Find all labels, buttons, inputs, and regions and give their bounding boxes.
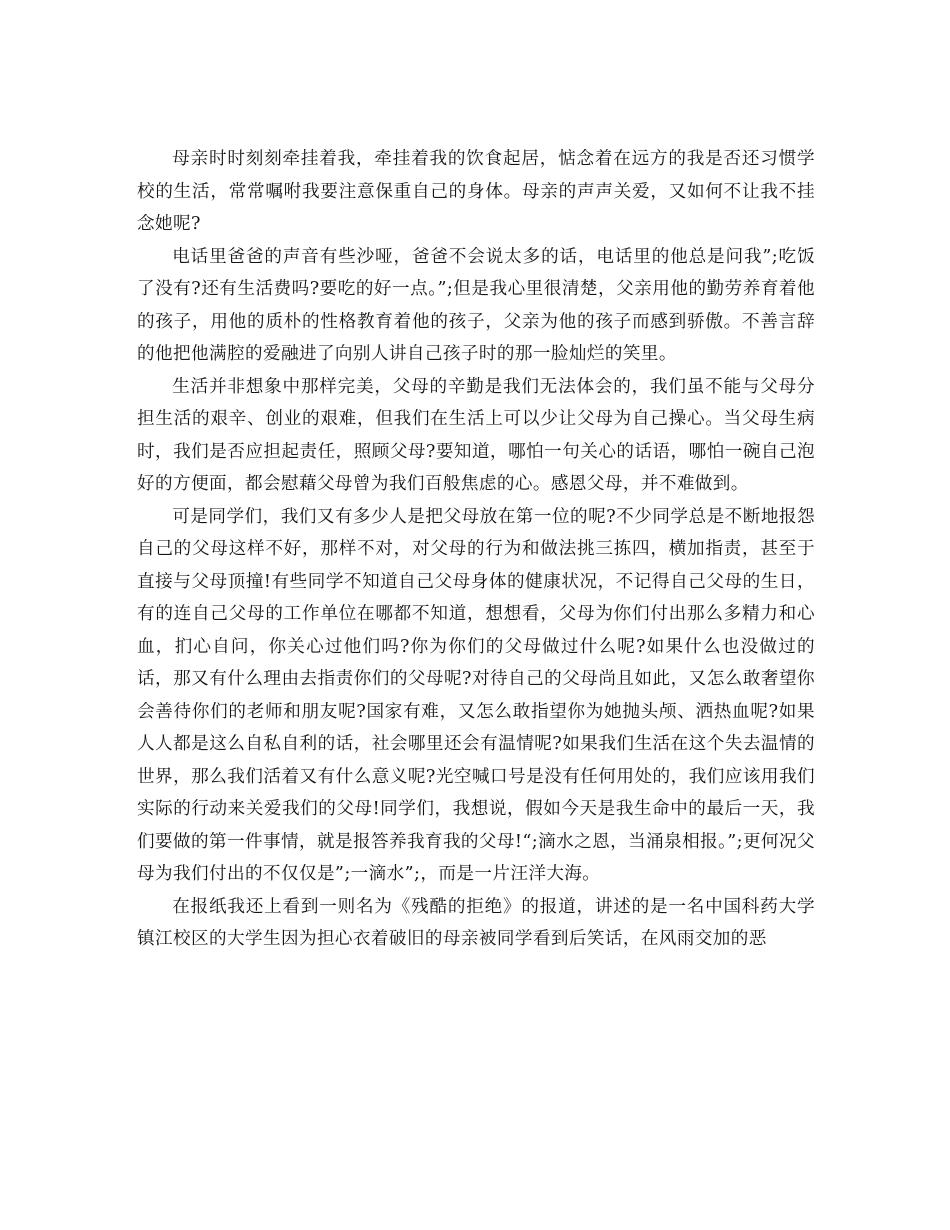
document-page: [137, 143, 815, 956]
paragraph-classmates: 可是同学们，我们又有多少人是把父母放在第一位的呢?不少同学总是不断地报怨自己的父母这样不好，那样不对，对父母的行为和做法挑三拣四，横加指责，甚至于直接与父母顶撞!有些同学不知道自己父母身体的健康状况，不记得自己父母的生日，有的连自己父母的工作单位在哪都不知道，想想看，父母为你们付出那么多精力和心血，扪心自问，你关心过他们吗?你为你们的父母做过什么呢?如果什么也没做过的话，那又有什么理由去指责你们的父母呢?对待自己的父母尚且如此，又怎么敢奢望你会善待你们的老师和朋友呢?国家有难，又怎么敢指望你为她抛头颅、洒热血呢?如果人人都是这么自私自利的话，社会哪里还会有温情呢?如果我们生活在这个失去温情的世界，那么我们活着又有什么意义呢?光空喊口号是没有任何用处的，我们应该用我们实际的行动来关爱我们的父母!同学们，我想说，假如今天是我生命中的最后一天，我们要做的第一件事情，就是报答养我育我的父母!“;滴水之恩，当涌泉相报。”;更何况父母为我们付出的不仅仅是”;一滴水”;，而是一片汪洋大海。: [137, 506, 815, 884]
paragraph-father-phone: 电话里爸爸的声音有些沙哑，爸爸不会说太多的话，电话里的他总是问我”;吃饭了没有?还有生活费吗?要吃的好一点。”;但是我心里很清楚，父亲用他的勤劳养育着他的孩子，用他的质朴的性格教育着他的孩子，父亲为他的孩子而感到骄傲。不善言辞的他把他满腔的爱融进了向别人讲自己孩子时的那一脸灿烂的笑里。: [137, 246, 815, 364]
paragraph-life-hardship: 生活并非想象中那样完美，父母的辛勤是我们无法体会的，我们虽不能与父母分担生活的艰辛、创业的艰难，但我们在生活上可以少让父母为自己操心。当父母生病时，我们是否应担起责任，照顾父母?要知道，哪怕一句关心的话语，哪怕一碗自己泡好的方便面，都会慰藉父母曾为我们百般焦虑的心。感恩父母，并不难做到。: [137, 376, 815, 494]
paragraph-mother: 母亲时时刻刻牵挂着我，牵挂着我的饮食起居，惦念着在远方的我是否还习惯学校的生活，常常嘱咐我要注意保重自己的身体。母亲的声声关爱，又如何不让我不挂念她呢?: [137, 149, 815, 234]
paragraph-newspaper: 在报纸我还上看到一则名为《残酷的拒绝》的报道，讲述的是一名中国科药大学镇江校区的大学生因为担心衣着破旧的母亲被同学看到后笑话，在风雨交加的恶: [137, 896, 815, 949]
